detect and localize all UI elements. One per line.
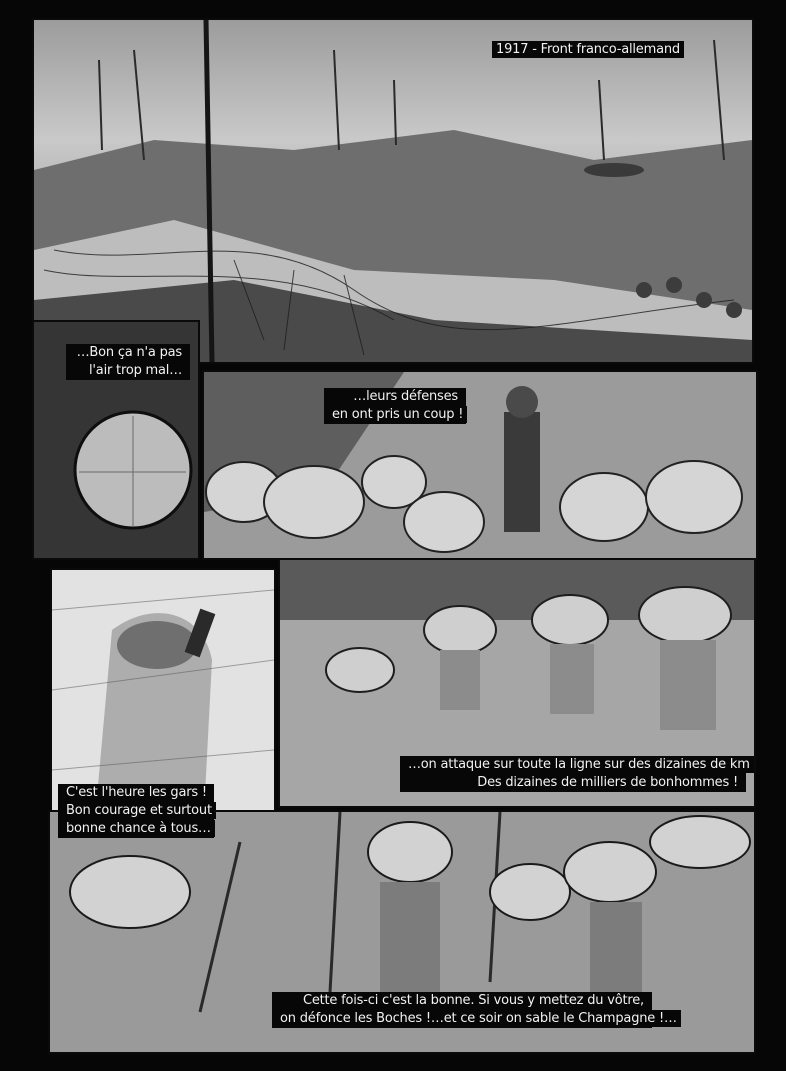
caption-champagne: Cette fois-ci c'est la bonne. Si vous y mettez du vôtre, on défonce les Boches !…et ce soir on sable le Champagne !… [272, 992, 652, 1028]
caption-good-luck: C'est l'heure les gars ! Bon courage et surtout bonne chance à tous… [58, 784, 214, 838]
caption-defenses: …leurs défenses en ont pris un coup ! [324, 388, 466, 424]
panel-trench-landscape [34, 20, 752, 362]
trench-landscape-illustration [34, 20, 752, 362]
caption-attack: …on attaque sur toute la ligne sur des dizaines de km Des dizaines de milliers de bonhommes ! [400, 756, 746, 792]
officer-soldiers-illustration [204, 372, 756, 558]
caption-date-location: 1917 - Front franco-allemand [492, 42, 684, 58]
caption-periscope: …Bon ça n'a pas l'air trop mal… [66, 344, 190, 380]
panel-officer-soldiers [204, 372, 756, 558]
